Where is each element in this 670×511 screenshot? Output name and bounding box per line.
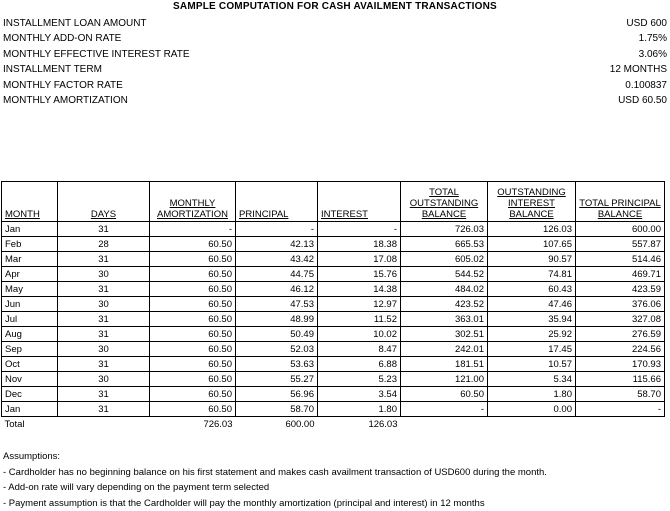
- cell-amortization: 60.50: [150, 387, 236, 402]
- cell-principal: 43.42: [236, 252, 318, 267]
- cell-interest: 8.47: [318, 342, 401, 357]
- cell-days: 30: [58, 297, 150, 312]
- cell-principal: 55.27: [236, 372, 318, 387]
- cell-principal-balance: 514.46: [576, 252, 665, 267]
- cell-principal: 47.53: [236, 297, 318, 312]
- summary-row-amortization: [3, 93, 667, 108]
- cell-interest-balance: 90.57: [488, 252, 576, 267]
- cell-total-balance: -: [401, 402, 488, 417]
- cell-days: 30: [58, 372, 150, 387]
- cell-total-balance: 242.01: [401, 342, 488, 357]
- cell-amortization: 60.50: [150, 267, 236, 282]
- assumptions-heading: Assumptions:: [3, 449, 547, 465]
- total-principal: 600.00: [236, 417, 318, 432]
- summary-row-add-on-rate: [3, 31, 667, 46]
- cell-month: Aug: [2, 327, 58, 342]
- cell-month: Feb: [2, 237, 58, 252]
- cell-amortization: 60.50: [150, 252, 236, 267]
- cell-month: May: [2, 282, 58, 297]
- column-header: PRINCIPAL: [236, 182, 318, 222]
- summary-value: USD 600: [626, 16, 667, 31]
- column-header: OUTSTANDING INTEREST BALANCE: [488, 182, 576, 222]
- cell-interest: 18.38: [318, 237, 401, 252]
- cell-month: Nov: [2, 372, 58, 387]
- assumptions-section: [3, 449, 547, 511]
- cell-month: Dec: [2, 387, 58, 402]
- cell-interest-balance: 17.45: [488, 342, 576, 357]
- summary-label: MONTHLY EFFECTIVE INTEREST RATE: [3, 47, 190, 62]
- summary-row-installment-term: [3, 62, 667, 77]
- cell-principal-balance: 170.93: [576, 357, 665, 372]
- cell-month: Jul: [2, 312, 58, 327]
- cell-amortization: -: [150, 222, 236, 237]
- column-header: MONTHLY AMORTIZATION: [150, 182, 236, 222]
- cell-days: 31: [58, 252, 150, 267]
- cell-interest: 12.97: [318, 297, 401, 312]
- cell-principal: 58.70: [236, 402, 318, 417]
- table-body: [2, 222, 665, 417]
- summary-label: MONTHLY ADD-ON RATE: [3, 31, 121, 46]
- cell-total-balance: 484.02: [401, 282, 488, 297]
- column-header: TOTAL OUTSTANDING BALANCE: [401, 182, 488, 222]
- table-header-row: [2, 182, 665, 222]
- cell-principal: 56.96: [236, 387, 318, 402]
- cell-month: Jan: [2, 402, 58, 417]
- summary-row-loan-amount: [3, 16, 667, 31]
- table-row: [2, 372, 665, 387]
- cell-days: 31: [58, 327, 150, 342]
- cell-amortization: 60.50: [150, 357, 236, 372]
- column-header: INTEREST: [318, 182, 401, 222]
- cell-amortization: 60.50: [150, 237, 236, 252]
- cell-interest-balance: 10.57: [488, 357, 576, 372]
- cell-amortization: 60.50: [150, 372, 236, 387]
- table-row: [2, 222, 665, 237]
- table-row: [2, 297, 665, 312]
- empty-cell: [576, 417, 665, 432]
- summary-value: USD 60.50: [618, 93, 667, 108]
- cell-month: Jan: [2, 222, 58, 237]
- cell-principal: 48.99: [236, 312, 318, 327]
- loan-summary: [3, 16, 667, 108]
- empty-cell: [488, 417, 576, 432]
- summary-value: 1.75%: [639, 31, 667, 46]
- table-row: [2, 237, 665, 252]
- empty-cell: [401, 417, 488, 432]
- cell-month: Sep: [2, 342, 58, 357]
- table-row: [2, 282, 665, 297]
- cell-interest: 17.08: [318, 252, 401, 267]
- cell-interest: 11.52: [318, 312, 401, 327]
- cell-interest-balance: 1.80: [488, 387, 576, 402]
- empty-cell: [58, 417, 150, 432]
- cell-total-balance: 423.52: [401, 297, 488, 312]
- cell-interest-balance: 25.92: [488, 327, 576, 342]
- cell-month: Jun: [2, 297, 58, 312]
- summary-label: INSTALLMENT LOAN AMOUNT: [3, 16, 147, 31]
- cell-month: Mar: [2, 252, 58, 267]
- cell-total-balance: 605.02: [401, 252, 488, 267]
- cell-principal: 44.75: [236, 267, 318, 282]
- cell-amortization: 60.50: [150, 282, 236, 297]
- cell-total-balance: 665.53: [401, 237, 488, 252]
- summary-label: INSTALLMENT TERM: [3, 62, 102, 77]
- page-title: SAMPLE COMPUTATION FOR CASH AVAILMENT TRANSACTIONS: [0, 1, 670, 12]
- cell-month: Apr: [2, 267, 58, 282]
- cell-principal: 42.13: [236, 237, 318, 252]
- table-row: [2, 387, 665, 402]
- amortization-table: [1, 181, 665, 431]
- assumption-item: - Cardholder has no beginning balance on his first statement and makes cash availment transaction of USD600 during the month.: [3, 465, 547, 481]
- cell-interest-balance: 47.46: [488, 297, 576, 312]
- table-row: [2, 312, 665, 327]
- cell-days: 31: [58, 387, 150, 402]
- cell-amortization: 60.50: [150, 342, 236, 357]
- cell-days: 28: [58, 237, 150, 252]
- summary-row-effective-rate: [3, 47, 667, 62]
- cell-total-balance: 726.03: [401, 222, 488, 237]
- table-row: [2, 342, 665, 357]
- cell-interest: 6.88: [318, 357, 401, 372]
- total-amortization: 726.03: [150, 417, 236, 432]
- assumption-item: - Payment assumption is that the Cardholder will pay the monthly amortization (principal and interest) in 12 months: [3, 496, 547, 511]
- cell-principal-balance: 469.71: [576, 267, 665, 282]
- cell-days: 30: [58, 342, 150, 357]
- cell-principal: 50.49: [236, 327, 318, 342]
- total-interest: 126.03: [318, 417, 401, 432]
- cell-month: Oct: [2, 357, 58, 372]
- cell-days: 30: [58, 267, 150, 282]
- cell-days: 31: [58, 282, 150, 297]
- total-label: Total: [2, 417, 58, 432]
- cell-principal: 46.12: [236, 282, 318, 297]
- cell-amortization: 60.50: [150, 327, 236, 342]
- cell-principal-balance: 224.56: [576, 342, 665, 357]
- cell-interest-balance: 74.81: [488, 267, 576, 282]
- table-row: [2, 357, 665, 372]
- cell-interest: 1.80: [318, 402, 401, 417]
- cell-days: 31: [58, 357, 150, 372]
- table-row: [2, 267, 665, 282]
- cell-principal-balance: 376.06: [576, 297, 665, 312]
- column-header: TOTAL PRINCIPAL BALANCE: [576, 182, 665, 222]
- cell-principal-balance: -: [576, 402, 665, 417]
- cell-principal: -: [236, 222, 318, 237]
- cell-amortization: 60.50: [150, 402, 236, 417]
- cell-total-balance: 60.50: [401, 387, 488, 402]
- cell-total-balance: 121.00: [401, 372, 488, 387]
- cell-total-balance: 181.51: [401, 357, 488, 372]
- cell-principal-balance: 58.70: [576, 387, 665, 402]
- cell-interest-balance: 126.03: [488, 222, 576, 237]
- cell-total-balance: 544.52: [401, 267, 488, 282]
- summary-value: 3.06%: [639, 47, 667, 62]
- summary-row-factor-rate: [3, 78, 667, 93]
- cell-amortization: 60.50: [150, 312, 236, 327]
- cell-principal-balance: 115.66: [576, 372, 665, 387]
- cell-interest: 3.54: [318, 387, 401, 402]
- cell-principal: 52.03: [236, 342, 318, 357]
- assumption-item: - Add-on rate will vary depending on the payment term selected: [3, 480, 547, 496]
- cell-interest: 14.38: [318, 282, 401, 297]
- cell-principal-balance: 327.08: [576, 312, 665, 327]
- cell-interest-balance: 0.00: [488, 402, 576, 417]
- cell-interest-balance: 35.94: [488, 312, 576, 327]
- cell-principal-balance: 557.87: [576, 237, 665, 252]
- cell-amortization: 60.50: [150, 297, 236, 312]
- summary-label: MONTHLY AMORTIZATION: [3, 93, 128, 108]
- table-row: [2, 252, 665, 267]
- cell-interest-balance: 107.65: [488, 237, 576, 252]
- cell-total-balance: 363.01: [401, 312, 488, 327]
- cell-principal-balance: 423.59: [576, 282, 665, 297]
- cell-days: 31: [58, 222, 150, 237]
- cell-interest: -: [318, 222, 401, 237]
- cell-interest: 10.02: [318, 327, 401, 342]
- summary-value: 12 MONTHS: [610, 62, 667, 77]
- cell-principal-balance: 600.00: [576, 222, 665, 237]
- table-row: [2, 327, 665, 342]
- cell-principal-balance: 276.59: [576, 327, 665, 342]
- cell-principal: 53.63: [236, 357, 318, 372]
- summary-value: 0.100837: [625, 78, 667, 93]
- cell-interest: 5.23: [318, 372, 401, 387]
- column-header: MONTH: [2, 182, 58, 222]
- cell-interest: 15.76: [318, 267, 401, 282]
- table-row: [2, 402, 665, 417]
- cell-days: 31: [58, 402, 150, 417]
- cell-days: 31: [58, 312, 150, 327]
- cell-total-balance: 302.51: [401, 327, 488, 342]
- summary-label: MONTHLY FACTOR RATE: [3, 78, 123, 93]
- cell-interest-balance: 5.34: [488, 372, 576, 387]
- total-row: [2, 417, 665, 432]
- cell-interest-balance: 60.43: [488, 282, 576, 297]
- column-header: DAYS: [58, 182, 150, 222]
